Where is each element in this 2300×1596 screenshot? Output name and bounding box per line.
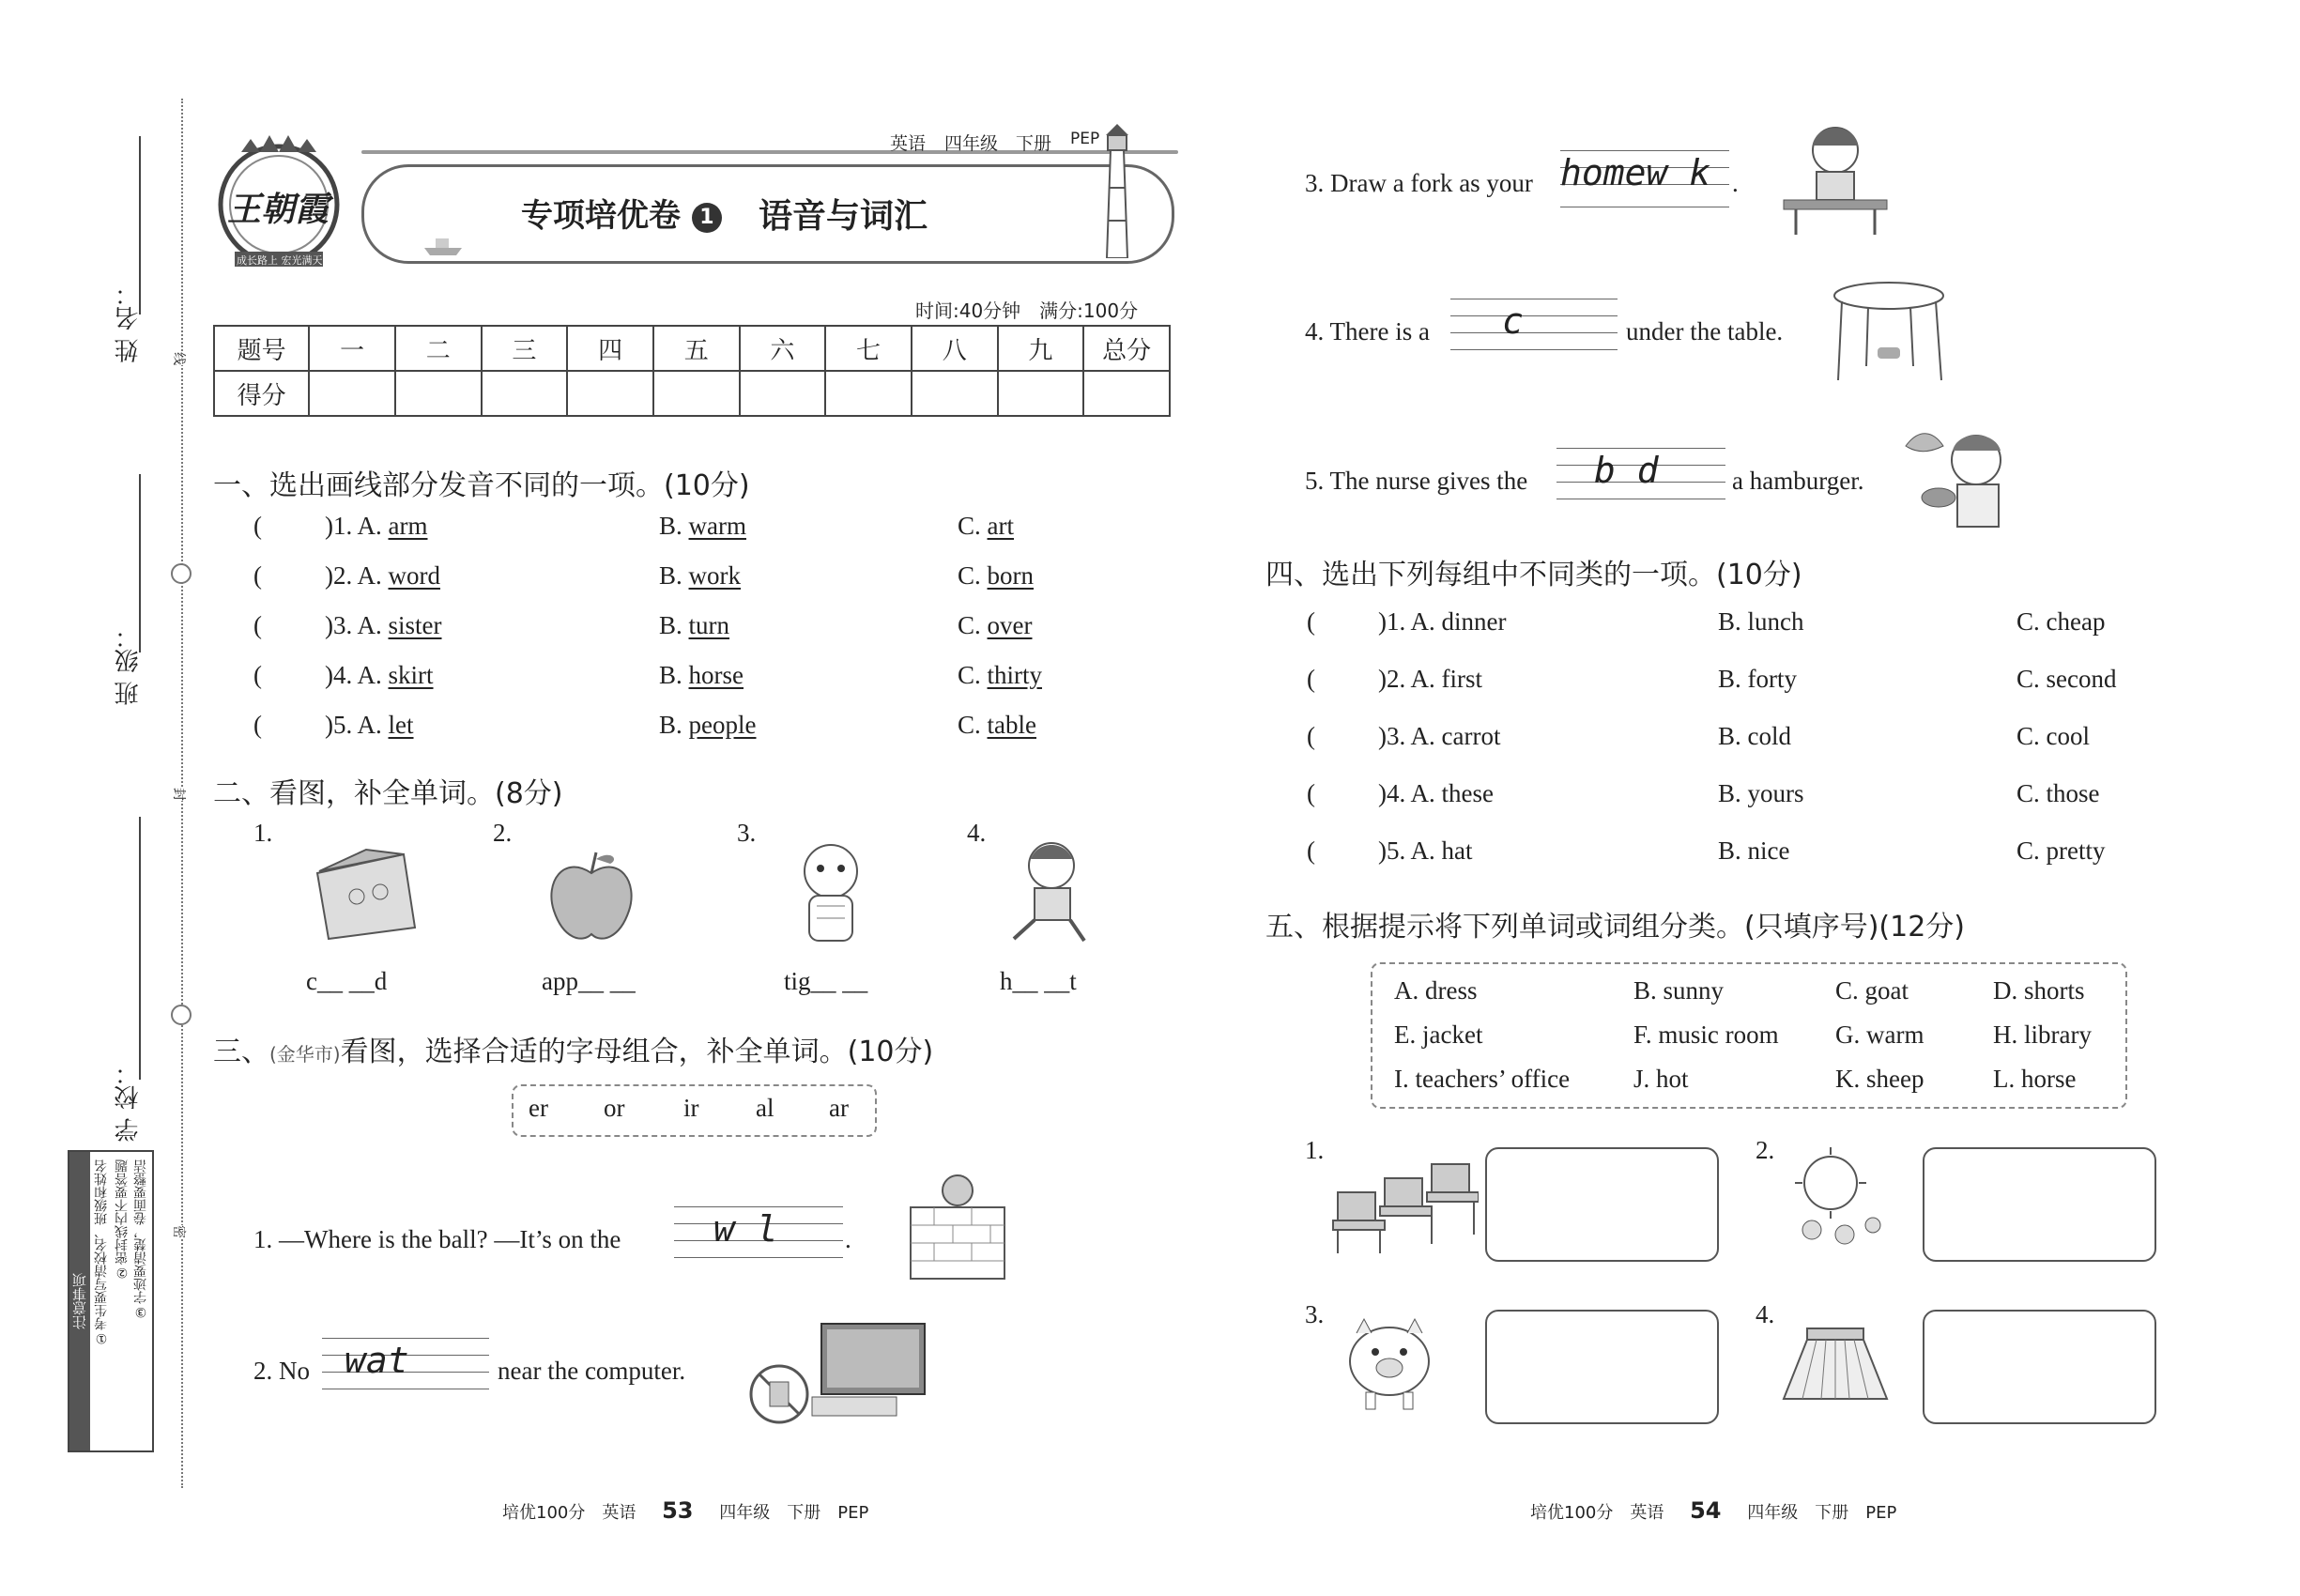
paper-subtitle: 语音与词汇 [759,197,928,236]
s3-q5-answer: b d [1594,450,1659,491]
s4-option-c: C. cool [2016,722,2090,750]
s4-option-a: )5. A. hat [1378,836,1473,865]
score-cell[interactable] [998,371,1084,416]
s2-num-4: 4. [967,819,987,847]
tag-grade: 四年级 [944,133,999,154]
binding-hole-2 [171,1005,192,1025]
score-head-2: 二 [395,326,482,371]
s4-option-b: B. lunch [1718,607,1804,636]
s3-q2-writing-lines[interactable] [322,1338,489,1394]
score-head-1: 一 [309,326,395,371]
s4-option-c: C. second [2016,665,2117,693]
page-number-right: 54 [1690,1497,1722,1524]
time-info: 时间:40分钟 满分:100分 [915,299,1139,322]
s3-q4-answer: c [1502,300,1524,342]
s4-option-a: )3. A. carrot [1378,722,1501,750]
no-water-computer-picture [746,1314,934,1432]
s1-option-b: B. work [659,561,742,590]
score-cell[interactable] [567,371,653,416]
score-cell[interactable] [395,371,482,416]
word-c: C. goat [1835,976,1909,1005]
nurse-bird-picture [1901,422,2028,535]
s4-option-b: B. yours [1718,779,1804,807]
s3-q3-after: . [1732,169,1739,197]
brand-name: 王朝霞 [227,190,330,229]
binding-hole-1 [171,563,192,584]
s1-item-number: )2. A. word [325,561,441,590]
s4-option-b: B. forty [1718,665,1797,693]
category-4-answer-box[interactable] [1923,1310,2156,1424]
s3-q5-after: a hamburger. [1732,467,1864,495]
category-3-number: 3. [1305,1300,1325,1328]
category-2-number: 2. [1756,1136,1775,1164]
s4-option-c: C. pretty [2016,836,2106,865]
score-value-row [214,371,1170,416]
s4-option-a: )2. A. first [1378,665,1483,693]
word-e: E. jacket [1394,1021,1483,1049]
s4-option-b: B. cold [1718,722,1791,750]
s1-option-c: C. art [958,512,1014,540]
option-or: or [604,1094,625,1122]
s3-q1-after: . [845,1225,851,1253]
girl-homework-picture [1779,117,1892,239]
answer-paren[interactable]: ( [253,611,262,639]
score-head-total: 总分 [1083,326,1170,371]
s3-q1-writing-lines[interactable] [674,1206,843,1263]
ball-on-wall-picture [906,1174,1009,1286]
option-ar: ar [829,1094,849,1122]
word-h: H. library [1993,1021,2092,1049]
s1-item-number: )1. A. arm [325,512,428,540]
footer-left: 培优100分 英语 53 四年级 下册 PEP [502,1497,869,1524]
s1-option-b: B. horse [659,661,744,689]
score-head-6: 六 [740,326,826,371]
notice-box [68,1150,154,1452]
score-row-label: 得分 [214,371,309,416]
s3-q4-after: under the table. [1626,317,1784,345]
tiger-picture [779,836,882,953]
category-1-number: 1. [1305,1136,1325,1164]
s4-row-5 [1307,836,2152,874]
seal-mark-feng: 封 [170,788,189,801]
notice-2: ②密封线内不要答题 [115,1159,130,1280]
sunny-flower-picture [1788,1145,1892,1253]
word-k: K. sheep [1835,1065,1924,1093]
name-line [139,136,141,315]
classroom-picture [1328,1155,1479,1263]
s3-q3-answer: homew k [1560,152,1711,193]
notice-3: ③字迹要清楚，卷面要整洁 [133,1159,148,1319]
option-ir: ir [683,1094,699,1122]
s4-row-1 [1307,607,2152,645]
word-j: J. hot [1633,1065,1689,1093]
seal-mark-mi: 密 [170,1225,189,1238]
s1-option-c: C. table [958,711,1036,739]
s1-option-c: C. over [958,611,1033,639]
score-head-3: 三 [482,326,568,371]
class-label: 班 级： [115,624,143,706]
s4-option-a: )4. A. these [1378,779,1494,807]
pig-picture [1338,1310,1441,1418]
answer-paren[interactable]: ( [253,512,262,540]
boy-hurt-picture [995,836,1098,953]
answer-paren[interactable]: ( [253,661,262,689]
s4-option-a: )1. A. dinner [1378,607,1507,636]
s3-q1-answer: w l [713,1208,778,1250]
banner-top-rule [361,150,1178,154]
word-bank-row-1 [1394,976,2108,1014]
s1-option-c: C. thirty [958,661,1043,689]
score-cell[interactable] [309,371,395,416]
card-picture [310,845,422,953]
word-d: D. shorts [1993,976,2085,1005]
s1-item-number: )5. A. let [325,711,414,739]
section1-heading: 一、选出画线部分发音不同的一项。(10分) [213,469,750,502]
s1-option-b: B. turn [659,611,730,639]
score-cell[interactable] [482,371,568,416]
category-1-answer-box[interactable] [1485,1147,1719,1262]
school-label: 学 校： [115,1061,143,1143]
score-cell[interactable] [740,371,826,416]
answer-paren[interactable]: ( [1307,665,1315,693]
name-label: 姓 名： [115,282,143,363]
apple-picture [544,845,638,953]
tag-subject: 英语 [890,133,927,154]
category-4-number: 4. [1756,1300,1775,1328]
answer-paren[interactable]: ( [253,561,262,590]
s1-option-b: B. warm [659,512,746,540]
score-header-row [214,326,1170,371]
s1-option-b: B. people [659,711,757,739]
score-head-8: 八 [912,326,998,371]
tag-term: 下册 [1016,133,1052,154]
notice-1: ①考生要写清校名、班级和姓名 [94,1159,109,1345]
brand-slogan: 成长路上 宏光满天 [237,254,323,267]
skirt-picture [1779,1324,1892,1413]
s3-q2-answer: wat [345,1340,409,1381]
word-bank-row-3 [1394,1065,2108,1102]
answer-paren[interactable]: ( [1307,722,1315,750]
option-er: er [529,1094,548,1122]
tag-edition: PEP [1070,130,1100,148]
school-line [139,817,141,1080]
s4-option-b: B. nice [1718,836,1790,865]
s3-q2-after: near the computer. [498,1357,686,1385]
footer-right: 培优100分 英语 54 四年级 下册 PEP [1530,1497,1897,1524]
answer-paren[interactable]: ( [1307,607,1315,636]
section3-heading: 三、(金华市)看图，选择合适的字母组合，补全单词。(10分) [213,1036,934,1068]
s2-num-3: 3. [737,819,757,847]
title-number-badge: 1 [692,203,722,233]
s1-row-3 [253,611,1098,649]
ship-icon [422,235,464,262]
s1-row-5 [253,711,1098,748]
score-cell[interactable] [825,371,912,416]
section4-heading: 四、选出下列每组中不同类的一项。(10分) [1265,559,1802,591]
score-head-9: 九 [998,326,1084,371]
s2-num-1: 1. [253,819,273,847]
s1-row-2 [253,561,1098,599]
s2-word-1[interactable]: c__ __d [306,967,388,995]
s1-row-1 [253,512,1098,549]
s4-option-c: C. cheap [2016,607,2106,636]
score-head-7: 七 [825,326,912,371]
score-cell[interactable] [912,371,998,416]
s3-q3-writing-lines[interactable] [1560,150,1729,212]
word-bank-row-2 [1394,1021,2108,1058]
word-b: B. sunny [1633,976,1725,1005]
score-head-4: 四 [567,326,653,371]
brand-logo [208,131,349,272]
word-l: L. horse [1993,1065,2077,1093]
s3-q1-text: 1. —Where is the ball? —It’s on the [253,1225,621,1253]
s3-q4-text: 4. There is a [1305,317,1430,345]
s1-option-c: C. born [958,561,1035,590]
score-cell[interactable] [1083,371,1170,416]
section2-heading: 二、看图，补全单词。(8分) [213,777,563,810]
category-3-answer-box[interactable] [1485,1310,1719,1424]
category-2-answer-box[interactable] [1923,1147,2156,1262]
s3-q5-text: 5. The nurse gives the [1305,467,1528,495]
answer-paren[interactable]: ( [1307,779,1315,807]
word-i: I. teachers’ office [1394,1065,1571,1093]
s4-option-c: C. those [2016,779,2100,807]
s4-row-2 [1307,665,2152,702]
s3-q2-text: 2. No [253,1357,310,1385]
s2-word-4[interactable]: h__ __t [1000,967,1077,995]
score-table [213,325,1171,417]
s2-num-2: 2. [493,819,513,847]
s1-item-number: )4. A. skirt [325,661,434,689]
s2-word-2[interactable]: app__ __ [542,967,636,995]
s3-q5-writing-lines[interactable] [1556,448,1725,504]
page-number-left: 53 [662,1497,694,1524]
s2-word-3[interactable]: tig__ __ [784,967,868,995]
s3-q4-writing-lines[interactable] [1450,299,1618,355]
s3-q3-text: 3. Draw a fork as your [1305,169,1533,197]
region-tag: (金华市) [269,1043,341,1066]
answer-paren[interactable]: ( [1307,836,1315,865]
word-f: F. music room [1633,1021,1779,1049]
car-under-table-picture [1831,277,1948,390]
class-line [139,474,141,652]
s1-item-number: )3. A. sister [325,611,442,639]
lighthouse-icon [1094,122,1141,263]
option-al: al [756,1094,774,1122]
seal-mark-line: 线 [170,352,189,365]
score-head-5: 五 [653,326,740,371]
s1-row-4 [253,661,1098,698]
s4-row-4 [1307,779,2152,817]
score-head-label: 题号 [214,326,309,371]
word-a: A. dress [1394,976,1478,1005]
section5-heading: 五、根据提示将下列单词或词组分类。(只填序号)(12分) [1265,911,1965,944]
score-cell[interactable] [653,371,740,416]
paper-title: 专项培优卷 1 [521,190,722,236]
notice-title: 注意事项 [69,1152,90,1450]
answer-paren[interactable]: ( [253,711,262,739]
s4-row-3 [1307,722,2152,760]
word-g: G. warm [1835,1021,1924,1049]
